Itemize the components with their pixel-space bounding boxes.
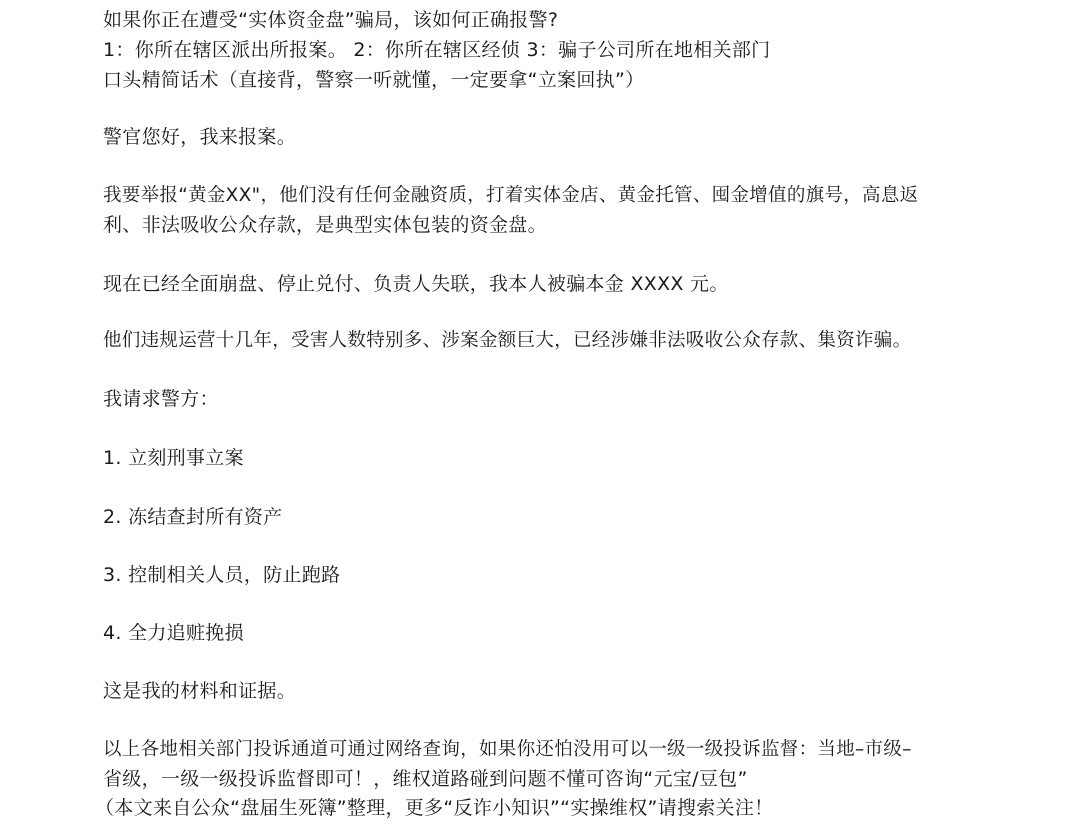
script-status: 现在已经全面崩盘、停止兑付、负责人失联，我本人被骗本金 XXXX 元。 [103,273,729,295]
header-script-intro: 口头精简话术（直接背，警察一听就懂，一定要拿“立案回执”） [103,69,645,91]
script-report-line-2: 利、非法吸收公众存款，是典型实体包装的资金盘。 [103,214,547,236]
request-item: 2. 冻结查封所有资产 [103,506,283,528]
document-body [95,0,1063,832]
request-item: 4. 全力追赃挽损 [103,622,244,644]
script-severity: 他们违规运营十几年，受害人数特别多、涉案金额巨大，已经涉嫌非法吸收公众存款、集资诈骗。 [103,330,912,351]
request-item: 3. 控制相关人员，防止跑路 [103,564,341,586]
footer-source-note: （本文来自公众“盘届生死簿”整理，更多“反诈小知识”“实操维权”请搜索关注！ [95,797,774,819]
script-report-line-1: 我要举报“黄金XX"，他们没有任何金融资质，打着实体金店、黄金托管、囤金增值的旗号，高息返 [103,185,919,206]
footer-line-1: 以上各地相关部门投诉通道可通过网络查询，如果你还怕没用可以一级一级投诉监督：当地–市级– [103,739,912,760]
script-evidence: 这是我的材料和证据。 [103,680,297,702]
script-request-intro: 我请求警方： [103,388,219,410]
header-steps: 1：你所在辖区派出所报案。 2：你所在辖区经侦 3：骗子公司所在地相关部门 [103,39,771,61]
script-greeting: 警官您好，我来报案。 [103,126,297,148]
footer-line-2: 省级，一级一级投诉监督即可！，维权道路碰到问题不懂可咨询“元宝/豆包” [103,768,748,790]
request-item: 1. 立刻刑事立案 [103,447,244,469]
header-title: 如果你正在遭受“实体资金盘”骗局，该如何正确报警? [103,9,559,31]
